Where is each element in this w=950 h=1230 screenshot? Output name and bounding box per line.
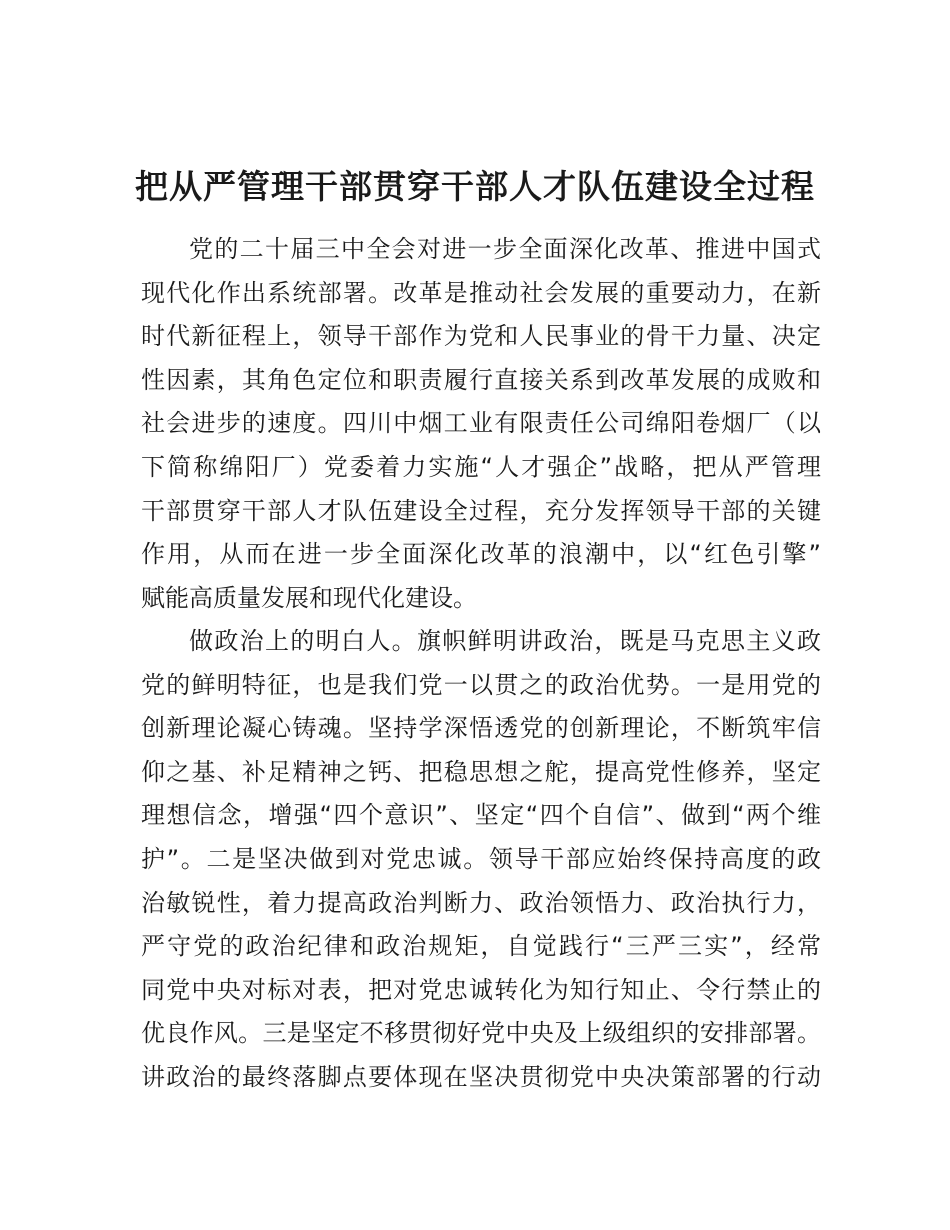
paragraph-line: 护”。二是坚决做到对党忠诚。领导干部应始终保持高度的政 <box>141 844 821 873</box>
paragraph-line: 党的二十届三中全会对进一步全面深化改革、推进中国式 <box>189 235 821 263</box>
paragraph-line: 时代新征程上，领导干部作为党和人民事业的骨干力量、决定 <box>141 322 821 351</box>
paragraph-line: 创新理论凝心铸魂。坚持学深悟透党的创新理论，不断筑牢信 <box>141 714 821 743</box>
paragraph-line: 严守党的政治纪律和政治规矩，自觉践行“三严三实”，经常 <box>141 932 821 961</box>
paragraph-line: 同党中央对标对表，把对党忠诚转化为知行知止、令行禁止的 <box>141 975 821 1004</box>
paragraph-line: 做政治上的明白人。旗帜鲜明讲政治，既是马克思主义政 <box>189 627 821 655</box>
paragraph-line: 优良作风。三是坚定不移贯彻好党中央及上级组织的安排部署。 <box>141 1019 821 1048</box>
paragraph-line: 作用，从而在进一步全面深化改革的浪潮中，以“红色引擎” <box>141 540 821 569</box>
paragraph-line: 下简称绵阳厂）党委着力实施“人才强企”战略，把从严管理 <box>141 452 821 481</box>
paragraph-line: 干部贯穿干部人才队伍建设全过程，充分发挥领导干部的关键 <box>141 496 821 525</box>
paragraph-line: 赋能高质量发展和现代化建设。 <box>141 583 477 612</box>
paragraph-2 <box>141 620 821 1100</box>
paragraph-line: 性因素，其角色定位和职责履行直接关系到改革发展的成败和 <box>141 365 821 394</box>
paragraph-1 <box>141 228 821 620</box>
paragraph-line: 党的鲜明特征，也是我们党一以贯之的政治优势。一是用党的 <box>141 670 821 699</box>
document-title: 把从严管理干部贯穿干部人才队伍建设全过程 <box>135 167 815 206</box>
paragraph-line: 治敏锐性，着力提高政治判断力、政治领悟力、政治执行力， <box>141 888 821 917</box>
paragraph-line: 仰之基、补足精神之钙、把稳思想之舵，提高党性修养，坚定 <box>141 757 821 786</box>
paragraph-line: 现代化作出系统部署。改革是推动社会发展的重要动力，在新 <box>141 278 821 307</box>
paragraph-line: 理想信念，增强“四个意识”、坚定“四个自信”、做到“两个维 <box>141 801 821 830</box>
paragraph-line: 社会进步的速度。四川中烟工业有限责任公司绵阳卷烟厂（以 <box>141 409 821 438</box>
paragraph-line: 讲政治的最终落脚点要体现在坚决贯彻党中央决策部署的行动 <box>141 1062 821 1091</box>
